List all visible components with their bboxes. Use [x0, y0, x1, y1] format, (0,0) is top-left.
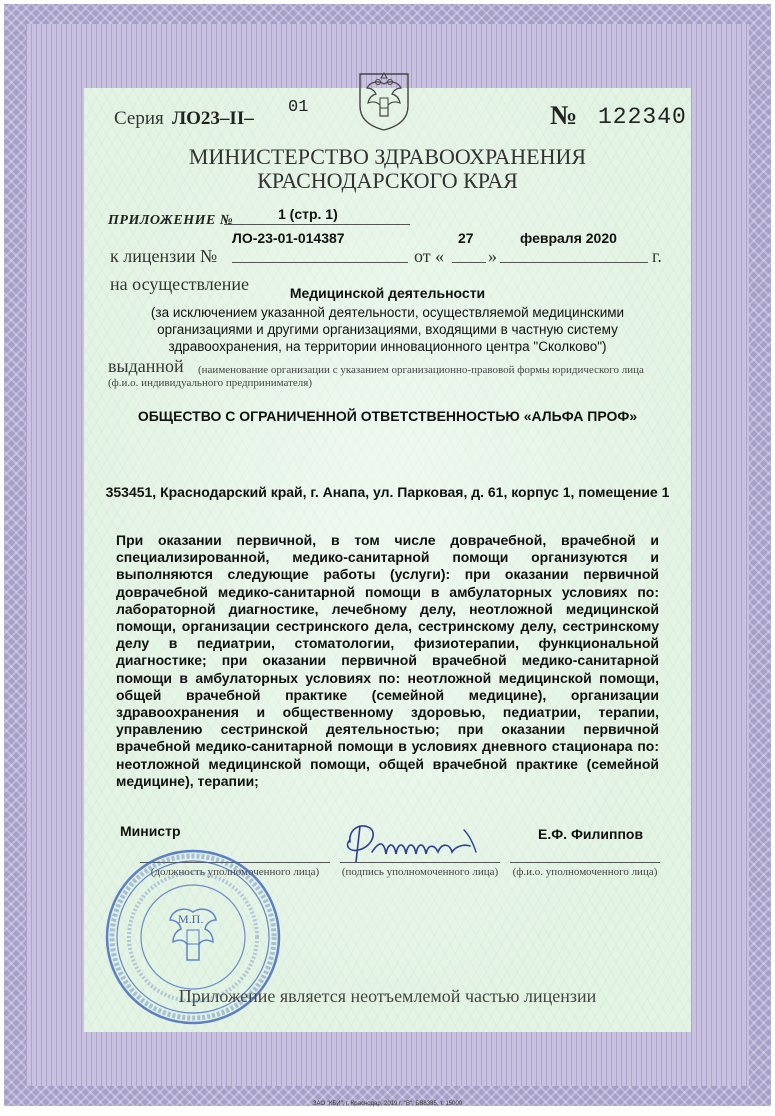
license-month-underline	[500, 262, 648, 263]
signature-caption: (подпись уполномоченного лица)	[341, 866, 499, 878]
appendix-integral-note: Приложение является неотъемлемой частью лицензии	[178, 986, 597, 1006]
license-day-underline	[452, 262, 486, 263]
activity-description: (за исключением указанной деятельности, осуществляемой медицинскими организациями и другими организациями, входящими в частную систему здравоохранения, на территории инновационного центра "Сколково")	[150, 305, 625, 354]
license-month-year: февраля 2020	[520, 230, 617, 246]
license-year-suffix: г.	[652, 246, 662, 266]
issued-hint-line2: (ф.и.о. индивидуального предпринимателя)	[108, 377, 312, 389]
signature-underline	[340, 862, 500, 863]
seria-value: ЛО23–II–	[172, 108, 254, 129]
issued-hint-line1: (наименование организации с указанием организационно-правовой формы юридического лица	[198, 364, 644, 376]
name-caption: (ф.и.о. уполномоченного лица)	[512, 866, 658, 878]
stamp-mp-label: М.П.	[178, 912, 204, 926]
license-day: 27	[458, 230, 474, 246]
position-caption: (должность уполномоченного лица)	[150, 866, 320, 878]
name-underline	[510, 862, 660, 863]
license-number-underline	[232, 262, 408, 263]
license-label: к лицензии №	[110, 246, 218, 266]
license-form-number: 122340	[598, 104, 687, 130]
works-services-text: При оказании первичной, в том числе доврачебной, врачебной и специализированной, медико-санитарной помощи организуются и выполняются следующие работы (услуги): при оказании первичной доврачебной медико-санитарной помощи в амбулаторных условиях по: лабораторной диагностике, лечебному делу, неотложной медицинской помощи, организации сестринского дела, сестринскому делу, сестринскому делу в педиатрии, стоматологии, физиотерапии, функциональной диагностике; при оказании первичной врачебной медико-санитарной помощи в амбулаторных условиях по: неотложной медицинской помощи, общей врачебной практике (семейной медицине), организации здравоохранения и общественному здоровью, педиатрии, терапии, управлению сестринской деятельностью; при оказании первичной врачебной медико-санитарной помощи в условиях дневного стационара по: неотложной медицинской помощи, общей врачебной практике (семейной медицине), терапии;	[116, 532, 659, 789]
number-sign: №	[550, 100, 578, 130]
signatory-name: Е.Ф. Филиппов	[538, 826, 644, 842]
ministry-title-line1: МИНИСТЕРСТВО ЗДРАВООХРАНЕНИЯ	[188, 144, 587, 169]
license-number-value: ЛО-23-01-014387	[232, 230, 345, 246]
appendix-underline	[224, 224, 410, 225]
handwritten-signature	[330, 812, 500, 872]
appendix-value: 1 (стр. 1)	[278, 206, 338, 222]
printer-imprint: ЗАО "КБИ", г. Краснодар, 2019 г. "В", БВ8385, т. 15000	[312, 1101, 463, 1107]
appendix-label: ПРИЛОЖЕНИЕ №	[108, 213, 234, 228]
coat-of-arms-emblem	[356, 70, 412, 132]
activity-title: Медицинской деятельности	[289, 285, 486, 301]
organization-name: ОБЩЕСТВО С ОГРАНИЧЕННОЙ ОТВЕТСТВЕННОСТЬЮ «АЛЬФА ПРОФ»	[137, 408, 638, 424]
issued-label: выданной	[108, 356, 184, 376]
ministry-title-line2: КРАСНОДАРСКОГО КРАЯ	[257, 168, 518, 193]
seria-label: Серия	[114, 108, 164, 129]
activity-label: на осуществление	[110, 274, 249, 294]
license-date-prefix: от «	[414, 246, 445, 266]
seria-number: 01	[288, 98, 309, 117]
license-date-quote: »	[488, 246, 497, 266]
organization-address: 353451, Краснодарский край, г. Анапа, ул. Парковая, д. 61, корпус 1, помещение 1	[105, 484, 670, 500]
signatory-position: Министр	[120, 823, 181, 839]
